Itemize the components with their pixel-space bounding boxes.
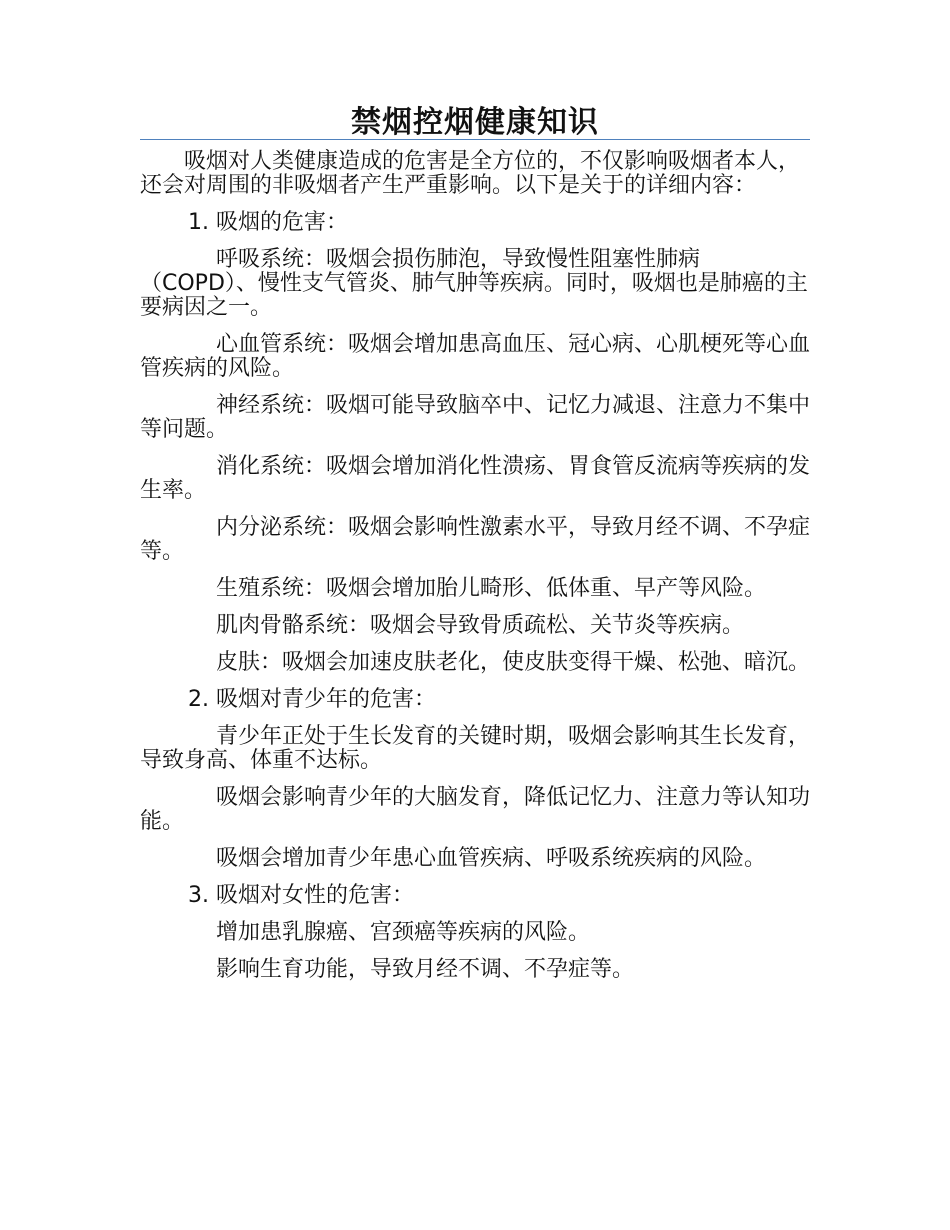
- section-heading-harms: 1. 吸烟的危害：: [188, 210, 348, 235]
- list-item: 生殖系统：吸烟会增加胎儿畸形、低体重、早产等风险。: [216, 576, 767, 601]
- list-item: 消化系统：吸烟会增加消化性溃疡、胃食管反流病等疾病的发生率。: [140, 454, 811, 503]
- list-item: 肌肉骨骼系统：吸烟会导致骨质疏松、关节炎等疾病。: [216, 613, 745, 638]
- list-item: 内分泌系统：吸烟会影响性激素水平，导致月经不调、不孕症等。: [140, 515, 811, 564]
- section-heading-youth: 2. 吸烟对青少年的危害：: [188, 687, 436, 712]
- list-item: 吸烟会影响青少年的大脑发育，降低记忆力、注意力等认知功能。: [140, 785, 811, 834]
- list-item: 心血管系统：吸烟会增加患高血压、冠心病、心肌梗死等心血管疾病的风险。: [140, 332, 811, 381]
- list-item: 影响生育功能，导致月经不调、不孕症等。: [216, 957, 635, 982]
- list-item: 增加患乳腺癌、宫颈癌等疾病的风险。: [216, 920, 591, 945]
- list-item: 吸烟会增加青少年患心血管疾病、呼吸系统疾病的风险。: [216, 846, 767, 871]
- document-title: 禁烟控烟健康知识: [351, 105, 599, 140]
- list-item: 青少年正处于生长发育的关键时期，吸烟会影响其生长发育，导致身高、体重不达标。: [140, 724, 811, 773]
- section-heading-women: 3. 吸烟对女性的危害：: [188, 883, 414, 908]
- list-item: 呼吸系统：吸烟会损伤肺泡，导致慢性阻塞性肺病（COPD）、慢性支气管炎、肺气肿等疾病。同时，吸烟也是肺癌的主要病因之一。: [140, 247, 808, 320]
- title-underline: [140, 139, 810, 140]
- intro-paragraph: 吸烟对人类健康造成的危害是全方位的，不仅影响吸烟者本人，还会对周围的非吸烟者产生严重影响。以下是关于的详细内容：: [140, 149, 801, 198]
- list-item: 神经系统：吸烟可能导致脑卒中、记忆力减退、注意力不集中等问题。: [140, 393, 811, 442]
- list-item: 皮肤：吸烟会加速皮肤老化，使皮肤变得干燥、松弛、暗沉。: [216, 650, 811, 675]
- document-body: [140, 150, 810, 995]
